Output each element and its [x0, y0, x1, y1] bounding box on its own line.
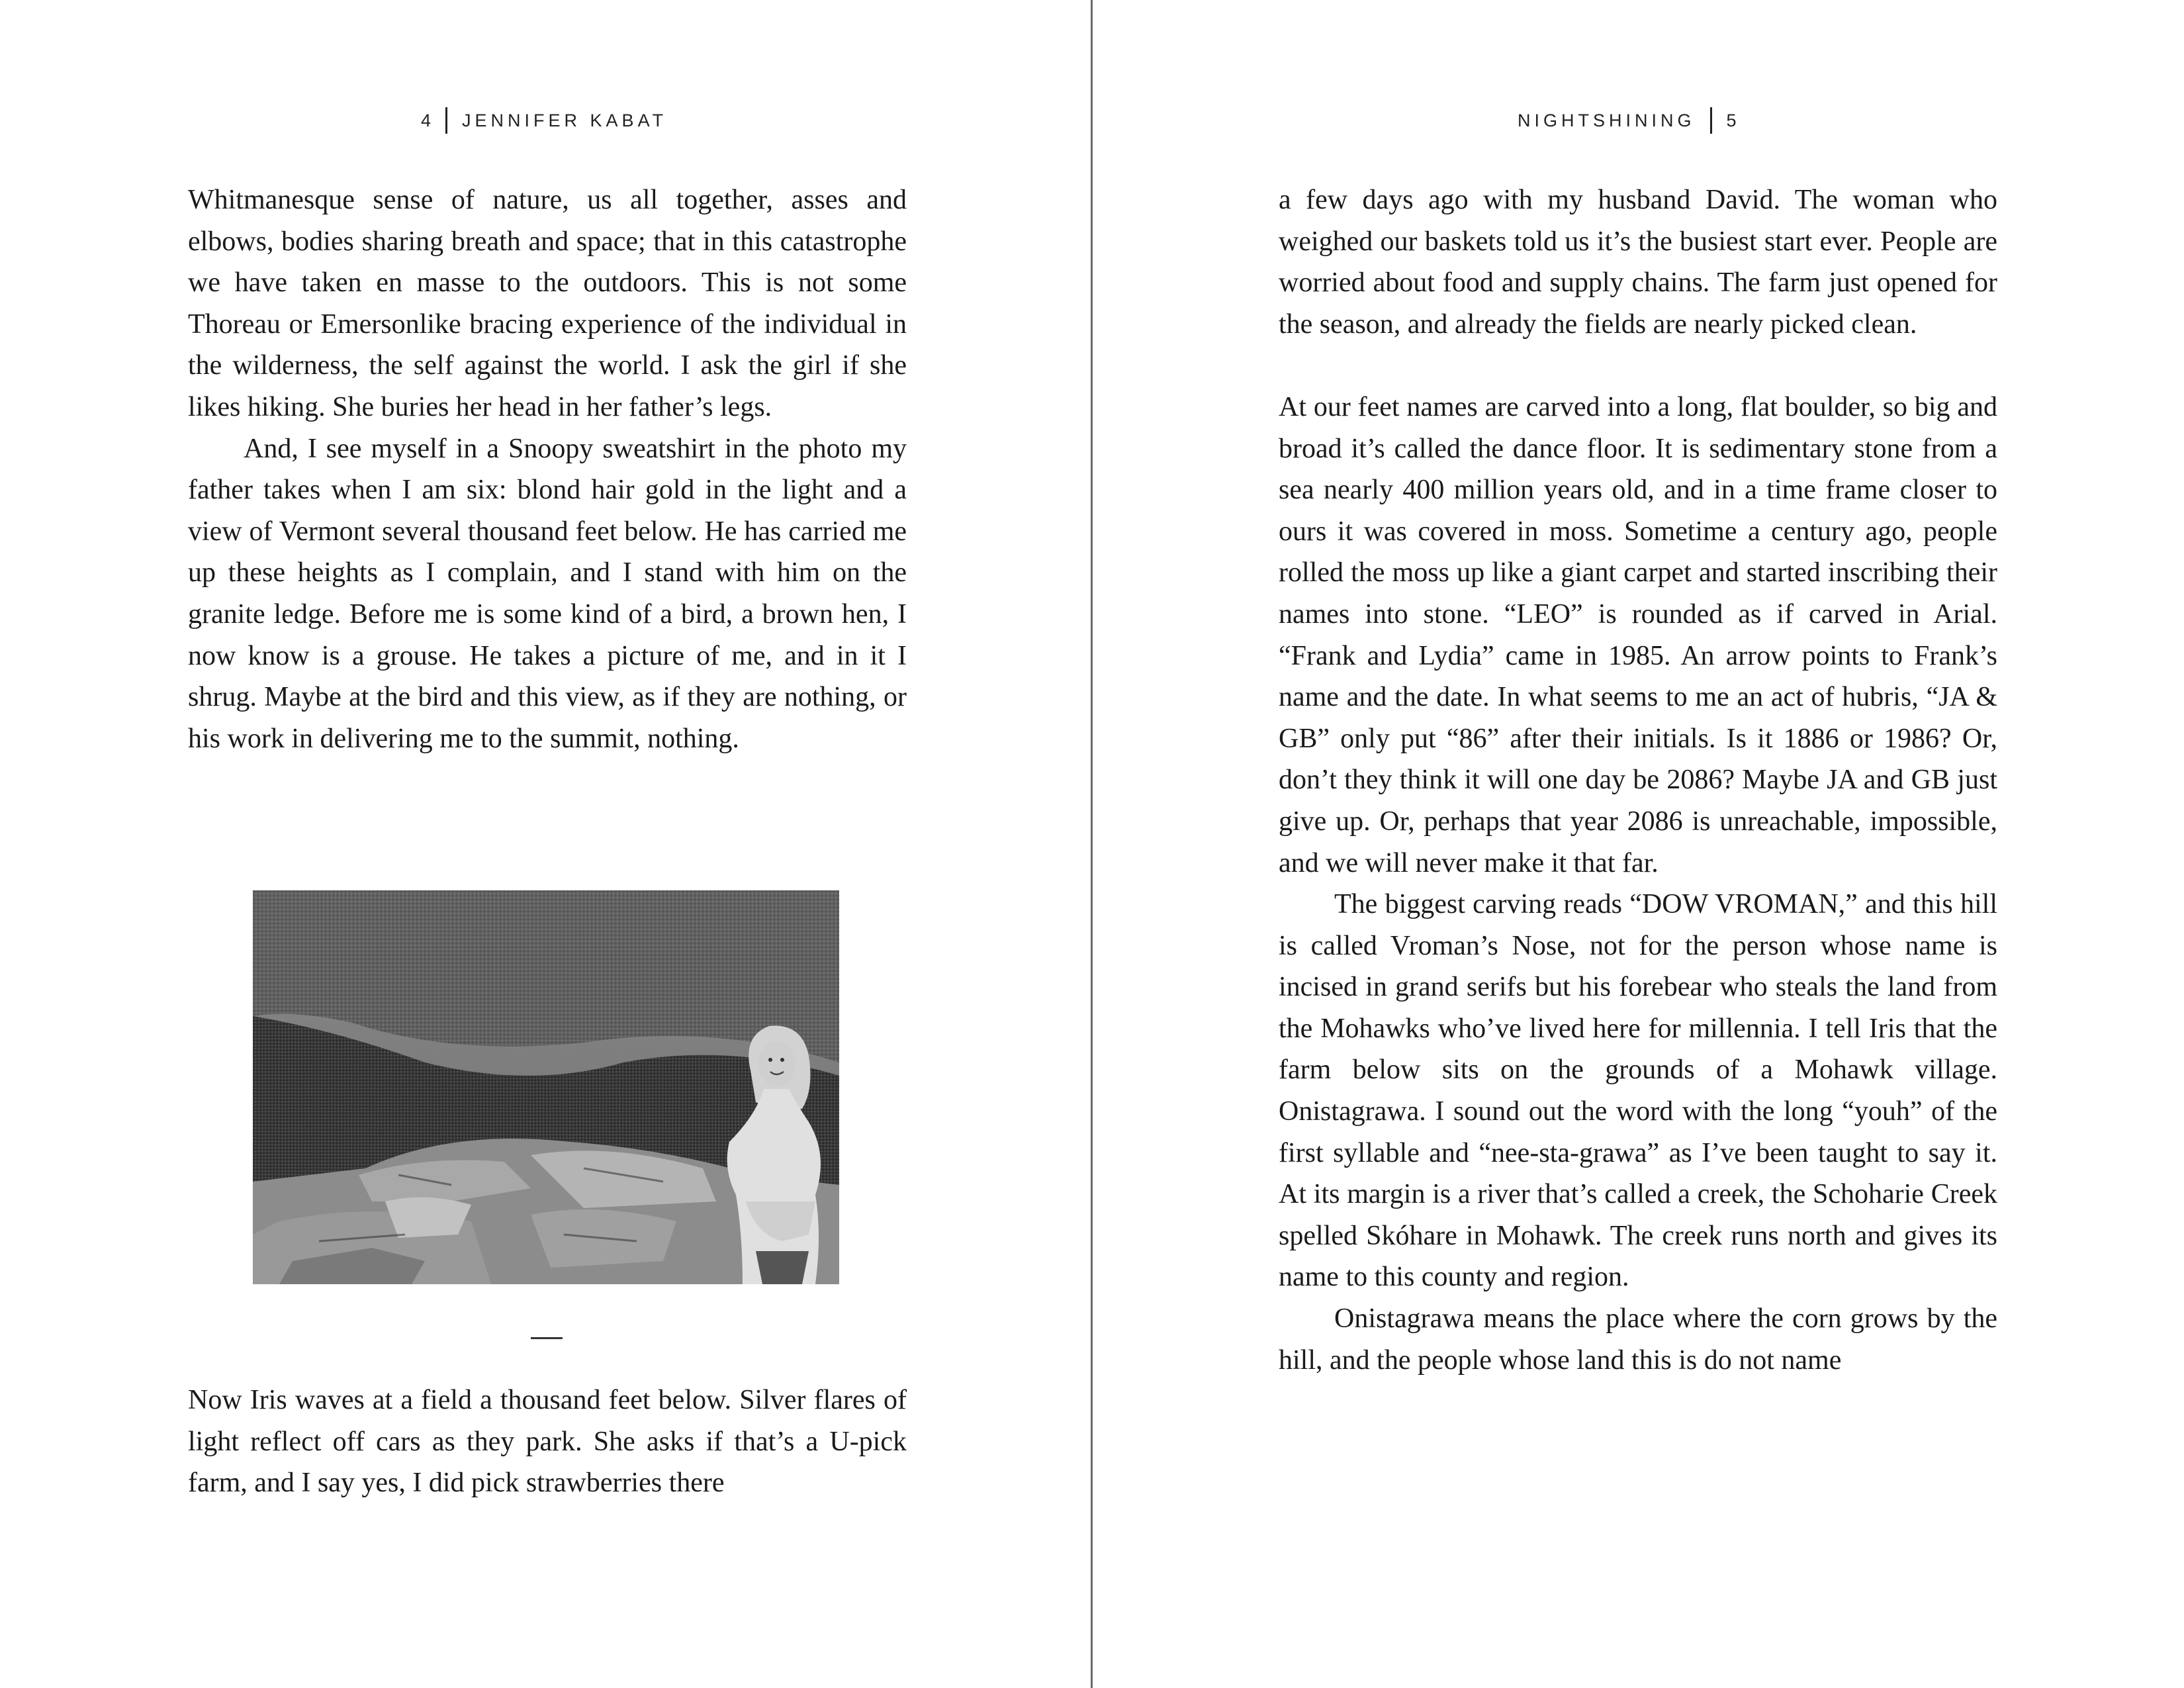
- chapter-title: NIGHTSHINING: [1518, 110, 1696, 130]
- childhood-summit-photo: [253, 890, 839, 1284]
- running-head-divider: [1710, 107, 1712, 134]
- running-head-divider: [445, 107, 447, 134]
- left-page-number: 4: [421, 110, 432, 130]
- paragraph: Whitmanesque sense of nature, us all together, asses and elbows, bodies sharing breath and space; that in this catastrophe we have taken en masse to the outdoors. This is not some Thoreau or Emersonlike bracing experience of the individual in the wilderness, the self against the world. I ask the girl if she likes hiking. She buries her head in her father’s legs.: [188, 185, 907, 422]
- left-page: [0, 0, 1091, 1688]
- right-text-block: [1279, 179, 1997, 1381]
- paragraph: The biggest carving reads “DOW VROMAN,” and this hill is called Vroman’s Nose, not for the person whose name is incised in grand serifs but his forebear who steals the land from the Mohawks who’ve lived here for millennia. I tell Iris that the farm below sits on the grounds of a Mohawk village. Onistagrawa. I sound out the word with the long “youh” of the first syllable and “nee-sta-grawa” as I’ve been taught to say it. At its margin is a river that’s called a creek, the Schoharie Creek spelled Skóhare in Mohawk. The creek runs north and gives its name to this county and region.: [1279, 889, 1997, 1293]
- paragraph: At our feet names are carved into a long, flat boulder, so big and broad it’s called the dance floor. It is sedimentary stone from a sea nearly 400 million years old, and in a time frame closer to ours it was covered in moss. Sometime a century ago, people rolled the moss up like a giant carpet and started inscribing their names into stone. “LEO” is rounded as if carved in Arial. “Frank and Lydia” came in 1985. An arrow points to Frank’s name and the date. In what seems to me an act of hubris, “JA & GB” only put “86” after their initials. Is it 1886 or 1986? Or, don’t they think it will one day be 2086? Maybe JA and GB just give up. Or, perhaps that year 2086 is unreachable, impossible, and we will never make it that far.: [1279, 391, 1997, 878]
- left-running-head: [421, 106, 667, 135]
- left-bottom-text-block: [188, 1380, 907, 1504]
- paragraph: Now Iris waves at a field a thousand feet below. Silver flares of light reflect off cars as they park. She asks if that’s a U-pick farm, and I say yes, I did pick strawberries there: [188, 1385, 907, 1499]
- paragraph: a few days ago with my husband David. The woman who weighed our baskets told us it’s the busiest start ever. People are worried about food and supply chains. The farm just opened for the season, and already the fields are nearly picked clean.: [1279, 185, 1997, 340]
- paragraph: Onistagrawa means the place where the corn grows by the hill, and the people whose land this is do not name: [1279, 1303, 1997, 1376]
- right-running-head: [1518, 106, 1737, 135]
- author-name: JENNIFER KABAT: [462, 110, 668, 130]
- page-gutter: [1091, 0, 1093, 1688]
- right-page: [1093, 0, 2184, 1688]
- photo-caption-rule: [531, 1337, 563, 1339]
- paragraph: And, I see myself in a Snoopy sweatshirt in the photo my father takes when I am six: blond hair gold in the light and a view of Vermont several thousand feet below. He has carried me up these heights as I complain, and I stand with him on the granite ledge. Before me is some kind of a bird, a brown hen, I now know is a grouse. He takes a picture of me, and in it I shrug. Maybe at the bird and this view, as if they are nothing, or his work in delivering me to the summit, nothing.: [188, 433, 907, 754]
- right-page-number: 5: [1726, 110, 1737, 130]
- left-top-text-block: [188, 179, 907, 759]
